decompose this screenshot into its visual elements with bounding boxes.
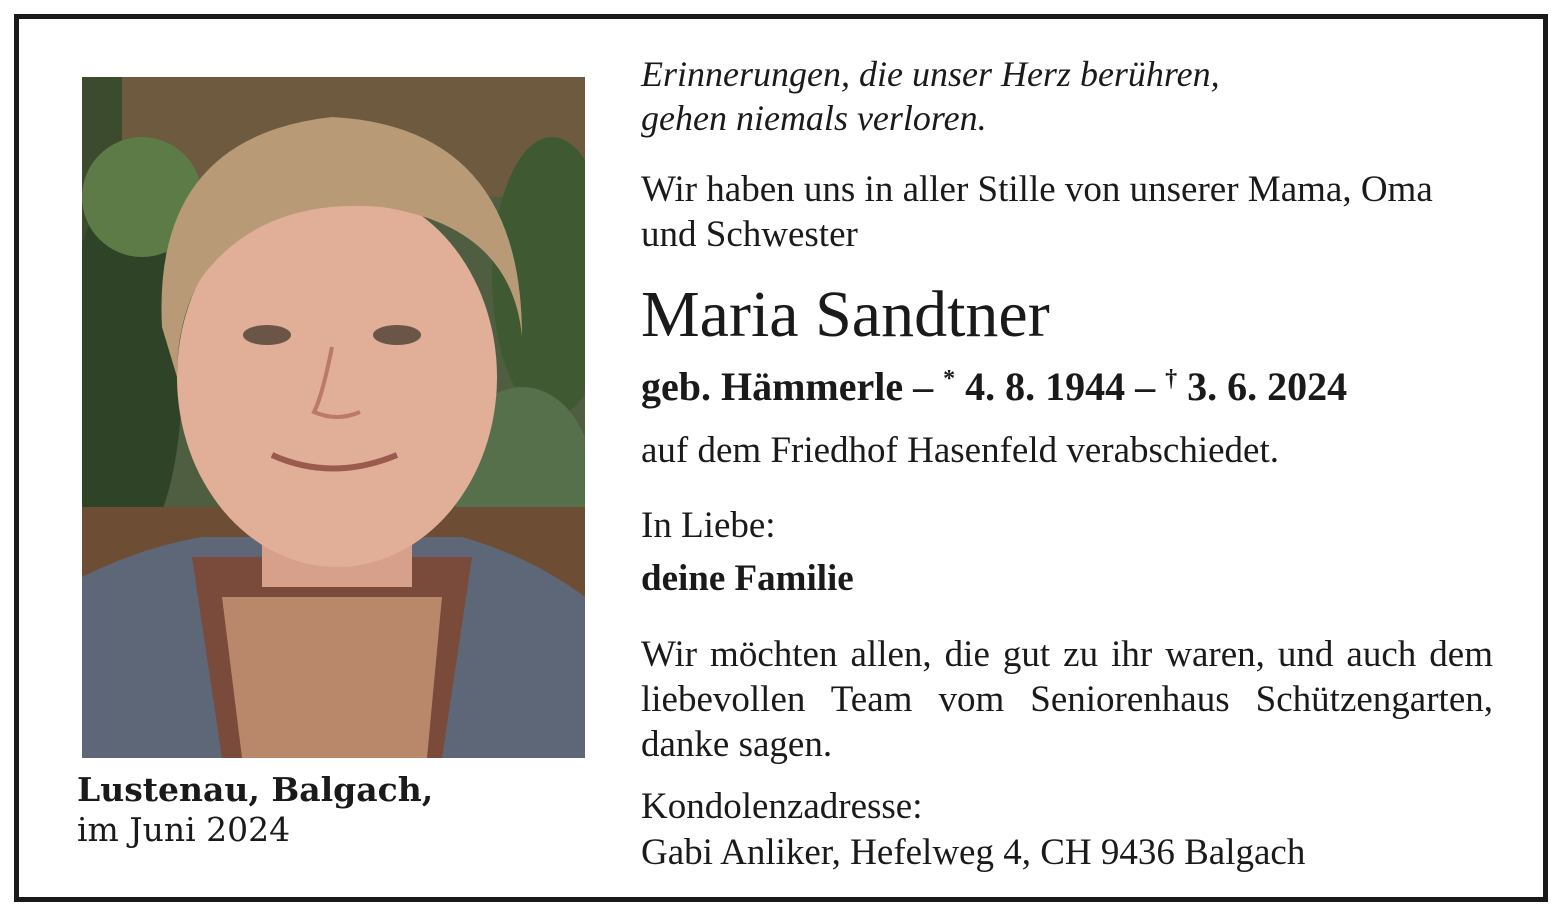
death-date: 3. 6. 2024	[1177, 364, 1348, 409]
in-love-text: In Liebe:	[641, 505, 776, 546]
deceased-name: Maria Sandtner	[641, 278, 1050, 351]
condolence-address	[641, 784, 1496, 876]
maiden-name: geb. Hämmerle –	[641, 364, 944, 409]
birth-date: 4. 8. 1944 –	[955, 364, 1166, 409]
place-date: im Juni 2024	[77, 810, 291, 849]
family-signature: deine Familie	[641, 558, 854, 599]
quote-line-1: Erinnerungen, die unser Herz berühren,	[641, 54, 1220, 94]
birth-symbol: *	[943, 366, 956, 392]
place-towns: Lustenau, Balgach,	[77, 770, 434, 809]
portrait-photo	[82, 77, 585, 758]
quote-line-2: gehen niemals verloren.	[641, 98, 987, 138]
condolence-address-line: Gabi Anliker, Hefelweg 4, CH 9436 Balgach	[641, 832, 1306, 873]
cemetery-text: auf dem Friedhof Hasenfeld verabschiedet.	[641, 430, 1279, 471]
birth-death-line	[641, 354, 1496, 412]
death-symbol: †	[1165, 366, 1178, 392]
memorial-quote	[641, 52, 1496, 140]
condolence-label: Kondolenzadresse:	[641, 786, 923, 827]
thanks-text: Wir möchten allen, die gut zu ihr waren, und auch dem liebevollen Team vom Seniorenhaus Schützengarten, danke sagen.	[641, 634, 1493, 765]
intro-text: Wir haben uns in aller Stille von unserer Mama, Oma und Schwester	[641, 169, 1433, 255]
place-and-date	[77, 770, 433, 850]
portrait-illustration	[82, 77, 585, 758]
